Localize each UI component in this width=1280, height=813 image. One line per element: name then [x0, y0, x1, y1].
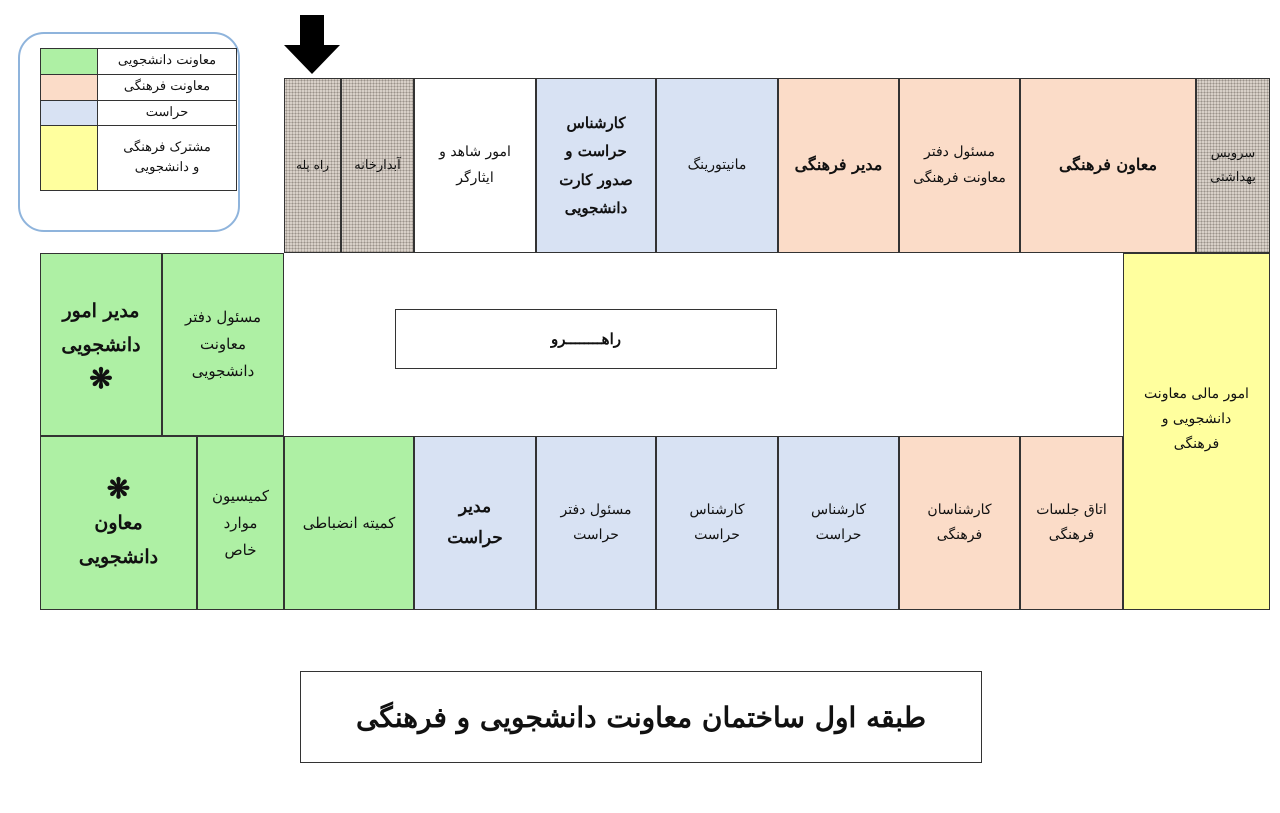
entrance-arrow-icon: [283, 15, 341, 75]
room-storage: [341, 78, 414, 253]
room-disciplinary: [284, 436, 414, 610]
room-student-affairs-manager-label: مدیر امور دانشجویی: [61, 299, 141, 356]
room-cultural-deputy: [1020, 78, 1196, 253]
legend-label-shared: مشترک فرهنگی و دانشجویی: [98, 126, 237, 191]
star-icon: ❋: [89, 361, 113, 395]
room-security-card-label: کارشناس حراست و صدور کارت دانشجویی: [559, 113, 633, 217]
legend-label-student: معاونت دانشجویی: [98, 49, 237, 75]
room-student-deputy-label: معاون دانشجویی: [78, 511, 159, 568]
room-security-card: [536, 78, 656, 253]
legend-label-cultural: معاونت فرهنگی: [98, 74, 237, 100]
room-veterans-label: امور شاهد و ایثارگر: [439, 144, 511, 186]
room-security-expert-2-label: کارشناس حراست: [811, 501, 867, 543]
room-security-manager-label: مدیر حراست: [447, 497, 503, 548]
room-student-affairs-manager: [40, 253, 162, 436]
room-cultural-experts-label: کارشناسان فرهنگی: [927, 501, 992, 543]
legend-swatch-cultural: [41, 74, 98, 100]
room-security-expert-2: [778, 436, 899, 610]
room-monitoring-label: مانیتورینگ: [687, 156, 747, 173]
room-disciplinary-label: کمیته انضباطی: [302, 513, 396, 532]
room-restroom-label: سرویس بهداشتی: [1210, 146, 1256, 185]
room-veterans: [414, 78, 536, 253]
room-special-commission: [197, 436, 284, 610]
room-student-office-label: مسئول دفتر معاونت دانشجویی: [185, 308, 262, 380]
room-finance: [1123, 253, 1270, 610]
room-cultural-deputy-label: معاون فرهنگی: [1058, 155, 1158, 175]
room-storage-label: آبدارخانه: [354, 157, 401, 173]
room-meeting-room-label: اتاق جلسات فرهنگی: [1036, 501, 1107, 543]
corridor-label: راهــــــــرو: [551, 330, 621, 348]
room-security-office: [536, 436, 656, 610]
room-security-expert-1: [656, 436, 778, 610]
room-student-office: [162, 253, 284, 436]
room-meeting-room: [1020, 436, 1123, 610]
star-icon: ❋: [106, 472, 131, 506]
corridor: [395, 309, 777, 369]
floor-title-text: طبقه اول ساختمان معاونت دانشجویی و فرهنگی: [356, 700, 926, 734]
legend-swatch-security: [41, 100, 98, 126]
floor-title: [300, 671, 982, 763]
room-cultural-office: [899, 78, 1020, 253]
room-security-manager: [414, 436, 536, 610]
room-finance-label: امور مالی معاونت دانشجویی و فرهنگی: [1144, 386, 1249, 453]
legend-label-security: حراست: [98, 100, 237, 126]
legend-table: [40, 48, 237, 191]
legend-swatch-student: [41, 49, 98, 75]
room-cultural-office-label: مسئول دفتر معاونت فرهنگی: [913, 144, 1006, 186]
room-restroom: [1196, 78, 1270, 253]
room-security-expert-1-label: کارشناس حراست: [689, 501, 745, 543]
room-cultural-experts: [899, 436, 1020, 610]
room-student-deputy: [40, 436, 197, 610]
room-special-commission-label: کمیسیون موارد خاص: [212, 486, 270, 559]
room-stairs: [284, 78, 341, 253]
legend-swatch-shared: [41, 126, 98, 191]
legend: [18, 32, 240, 232]
room-cultural-manager: [778, 78, 899, 253]
room-cultural-manager-label: مدیر فرهنگی: [794, 155, 883, 175]
room-stairs-label: راه پله: [296, 157, 329, 172]
room-monitoring: [656, 78, 778, 253]
room-security-office-label: مسئول دفتر حراست: [560, 501, 632, 543]
